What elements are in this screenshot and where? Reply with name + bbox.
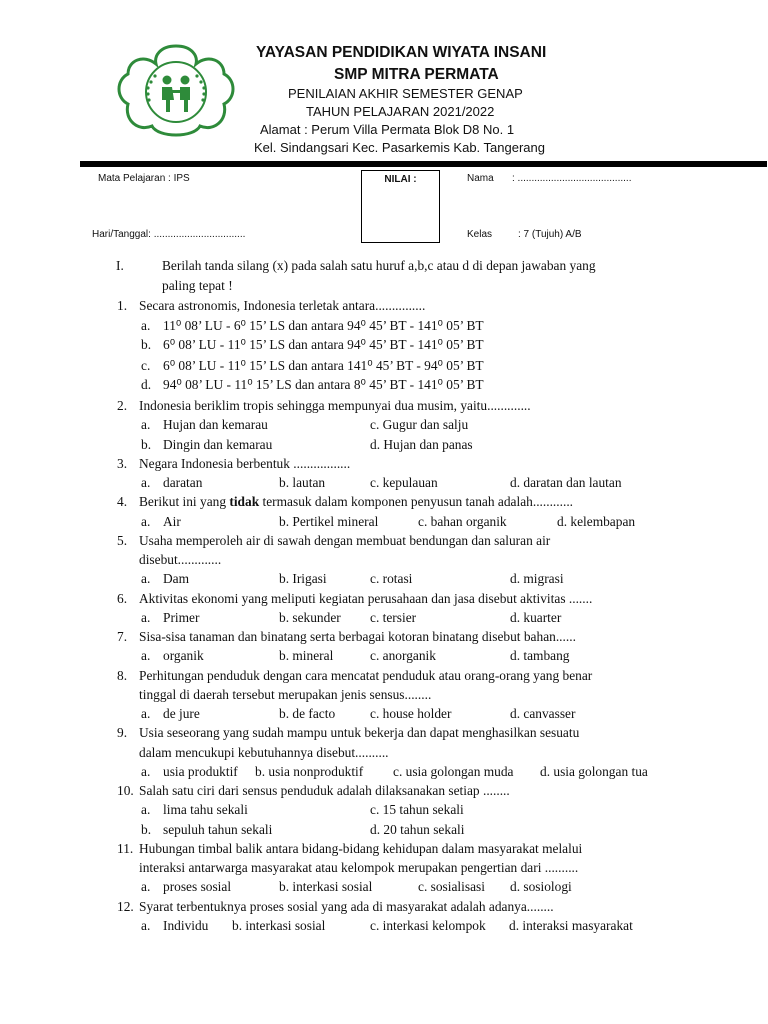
question-text-part: termasuk dalam komponen penyusun tanah adalah............ — [259, 494, 574, 509]
question-text: Syarat terbentuknya proses sosial yang ada di masyarakat adalah adanya........ — [139, 899, 554, 914]
option-text[interactable]: b. Pertikel mineral — [279, 514, 379, 529]
class-label: Kelas — [467, 229, 493, 240]
option-letter[interactable]: a. — [141, 514, 151, 529]
option-letter[interactable]: b. — [141, 437, 152, 452]
question-text: Usaha memperoleh air di sawah dengan membuat bendungan dan saluran air — [139, 533, 551, 548]
option-text: Dingin dan kemarau — [163, 437, 273, 452]
option-text[interactable]: d. daratan dan lautan — [510, 475, 622, 490]
foundation-name: YAYASAN PENDIDIKAN WIYATA INSANI — [256, 44, 547, 61]
option-text[interactable]: c. house holder — [370, 706, 452, 721]
option-text[interactable]: b. lautan — [279, 475, 326, 490]
name-label: Nama — [467, 173, 494, 184]
option-letter[interactable]: a. — [141, 648, 151, 663]
option-text[interactable]: d. sosiologi — [510, 879, 572, 894]
option-text[interactable]: d. usia golongan tua — [540, 764, 648, 779]
question-text: Negara Indonesia berbentuk ................. — [139, 456, 351, 471]
option-letter[interactable]: a. — [141, 706, 151, 721]
option-text: lima tahu sekali — [163, 802, 248, 817]
option-text[interactable]: d. tambang — [510, 648, 570, 663]
question-emphasis: tidak — [229, 494, 260, 509]
instruction-line: Berilah tanda silang (x) pada salah satu huruf a,b,c atau d di depan jawaban yang — [162, 258, 596, 273]
option-text: 94⁰ 08’ LU - 11⁰ 15’ LS dan antara 8⁰ 45’ BT - 141⁰ 05’ BT — [163, 377, 484, 392]
question-number: 8. — [117, 668, 128, 683]
option-text: Individu — [163, 918, 209, 933]
option-letter[interactable]: a. — [141, 802, 151, 817]
option-text: organik — [163, 648, 204, 663]
school-address: Alamat : Perum Villa Permata Blok D8 No. 1 — [260, 122, 515, 137]
option-text: proses sosial — [163, 879, 232, 894]
question-text: disebut............. — [139, 552, 222, 567]
option-text[interactable]: c. kepulauan — [370, 475, 438, 490]
option-text[interactable]: d. kelembapan — [557, 514, 636, 529]
option-letter[interactable]: a. — [141, 879, 151, 894]
option-letter[interactable]: a. — [141, 571, 151, 586]
question-number: 1. — [117, 298, 128, 313]
question-text: Sisa-sisa tanaman dan binatang serta berbagai kotoran binatang disebut bahan...... — [139, 629, 576, 644]
question-number: 11. — [117, 841, 134, 856]
option-letter[interactable]: a. — [141, 610, 151, 625]
school-name: SMP MITRA PERMATA — [334, 66, 499, 83]
option-text[interactable]: c. interkasi kelompok — [370, 918, 486, 933]
question-text: Hubungan timbal balik antara bidang-bidang kehidupan dalam masyarakat melalui — [139, 841, 583, 856]
option-letter[interactable]: b. — [141, 337, 152, 352]
question-number: 7. — [117, 629, 128, 644]
option-text[interactable]: c. rotasi — [370, 571, 413, 586]
class-field: : 7 (Tujuh) A/B — [518, 229, 582, 240]
option-text[interactable]: b. usia nonproduktif — [255, 764, 364, 779]
option-text[interactable]: d. Hujan dan panas — [370, 437, 473, 452]
option-text[interactable]: d. kuarter — [510, 610, 562, 625]
question-text — [139, 494, 573, 510]
option-text: 6⁰ 08’ LU - 11⁰ 15’ LS dan antara 94⁰ 45’ BT - 141⁰ 05’ BT — [163, 337, 484, 352]
option-text[interactable]: d. canvasser — [510, 706, 576, 721]
option-text[interactable]: b. mineral — [279, 648, 334, 663]
option-text: sepuluh tahun sekali — [163, 822, 273, 837]
option-text[interactable]: c. sosialisasi — [418, 879, 485, 894]
question-text: Perhitungan penduduk dengan cara mencatat penduduk atau orang-orang yang benar — [139, 668, 593, 683]
name-field[interactable]: : ......................................... — [512, 173, 632, 184]
exam-title: PENILAIAN AKHIR SEMESTER GENAP — [288, 86, 523, 101]
question-number: 5. — [117, 533, 128, 548]
option-text[interactable]: c. anorganik — [370, 648, 436, 663]
question-text: dalam mencukupi kebutuhannya disebut.......... — [139, 745, 389, 760]
question-text: interaksi antarwarga masyarakat atau kelompok merupakan pengertian dari .......... — [139, 860, 579, 875]
question-number: 2. — [117, 398, 128, 413]
question-number: 10. — [117, 783, 134, 798]
option-text: 11⁰ 08’ LU - 6⁰ 15’ LS dan antara 94⁰ 45’ BT - 141⁰ 05’ BT — [163, 318, 484, 333]
option-letter[interactable]: d. — [141, 377, 152, 392]
question-text: Indonesia beriklim tropis sehingga mempunyai dua musim, yaitu............. — [139, 398, 531, 413]
option-text: usia produktif — [163, 764, 238, 779]
option-text: 6⁰ 08’ LU - 11⁰ 15’ LS dan antara 141⁰ 45’ BT - 94⁰ 05’ BT — [163, 358, 484, 373]
academic-year: TAHUN PELAJARAN 2021/2022 — [306, 104, 495, 119]
question-number: 9. — [117, 725, 128, 740]
option-text[interactable]: b. interkasi sosial — [232, 918, 326, 933]
option-letter[interactable]: c. — [141, 358, 151, 373]
option-text[interactable]: d. interaksi masyarakat — [509, 918, 633, 933]
option-text[interactable]: c. tersier — [370, 610, 417, 625]
option-letter[interactable]: a. — [141, 475, 151, 490]
question-number: 3. — [117, 456, 128, 471]
question-text: Aktivitas ekonomi yang meliputi kegiatan perusahaan dan jasa disebut aktivitas ....... — [139, 591, 593, 606]
option-text[interactable]: d. 20 tahun sekali — [370, 822, 465, 837]
option-text: daratan — [163, 475, 203, 490]
score-box[interactable] — [361, 170, 440, 243]
option-text[interactable]: d. migrasi — [510, 571, 564, 586]
option-text: Primer — [163, 610, 200, 625]
option-text: Air — [163, 514, 181, 529]
question-number: 6. — [117, 591, 128, 606]
option-letter[interactable]: b. — [141, 822, 152, 837]
option-text[interactable]: c. usia golongan muda — [393, 764, 514, 779]
option-text[interactable]: b. interkasi sosial — [279, 879, 373, 894]
question-text: Usia seseorang yang sudah mampu untuk bekerja dan dapat menghasilkan sesuatu — [139, 725, 580, 740]
option-letter[interactable]: a. — [141, 318, 151, 333]
school-logo — [112, 40, 240, 142]
option-letter[interactable]: a. — [141, 918, 151, 933]
question-text: Salah satu ciri dari sensus penduduk adalah dilaksanakan setiap ........ — [139, 783, 510, 798]
question-text-part: Berikut ini yang — [139, 494, 230, 509]
option-letter[interactable]: a. — [141, 764, 151, 779]
option-text[interactable]: c. Gugur dan salju — [370, 417, 469, 432]
instruction-line: paling tepat ! — [162, 278, 233, 293]
option-text[interactable]: c. bahan organik — [418, 514, 507, 529]
score-label: NILAI : — [384, 174, 417, 185]
question-text: tinggal di daerah tersebut merupakan jenis sensus........ — [139, 687, 432, 702]
question-number: 12. — [117, 899, 134, 914]
date-field[interactable]: Hari/Tanggal: ................................. — [92, 229, 246, 240]
subject-field: Mata Pelajaran : IPS — [98, 173, 190, 184]
option-text: Hujan dan kemarau — [163, 417, 268, 432]
option-text: Dam — [163, 571, 190, 586]
section-numeral: I. — [116, 258, 124, 273]
option-text[interactable]: b. de facto — [279, 706, 336, 721]
school-district: Kel. Sindangsari Kec. Pasarkemis Kab. Tangerang — [254, 140, 545, 155]
option-text: de jure — [163, 706, 200, 721]
option-text[interactable]: b. Irigasi — [279, 571, 327, 586]
option-text[interactable]: b. sekunder — [279, 610, 341, 625]
question-text: Secara astronomis, Indonesia terletak antara............... — [139, 298, 426, 313]
option-letter[interactable]: a. — [141, 417, 151, 432]
option-text[interactable]: c. 15 tahun sekali — [370, 802, 464, 817]
header-divider — [80, 161, 767, 167]
question-number: 4. — [117, 494, 128, 509]
